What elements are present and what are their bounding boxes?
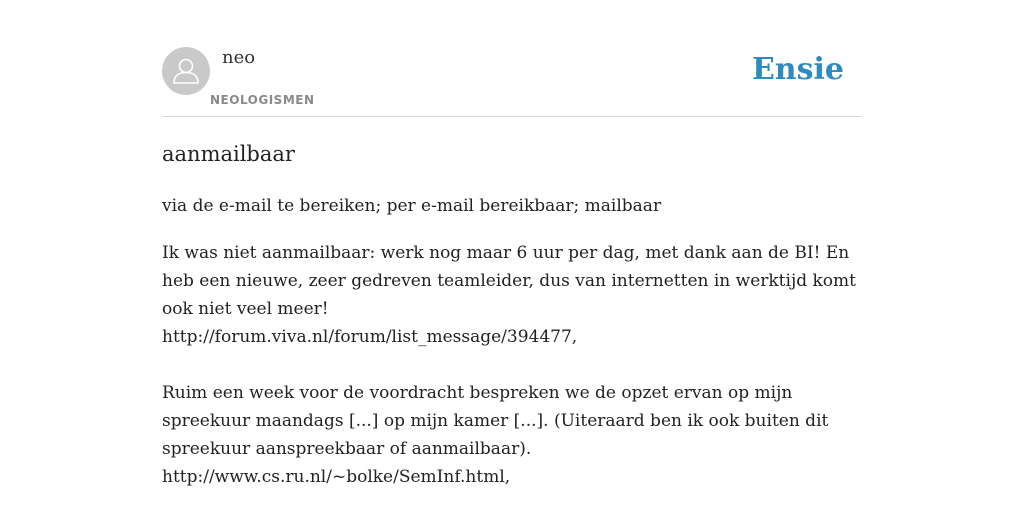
examples-list [162, 239, 862, 491]
example-text: Ik was niet aanmailbaar: werk nog maar 6 uur per dag, met dank aan de BI! En heb een nieuwe, zeer gedreven teamleider, dus van internetten in werktijd komt ook niet veel meer! [162, 243, 856, 319]
site-logo[interactable]: Ensie [751, 52, 844, 87]
example-source-link[interactable]: http://www.cs.ru.nl/~bolke/SemInf.html, [162, 467, 511, 487]
entry-word: aanmailbaar [162, 142, 295, 166]
example-item [162, 379, 862, 491]
user-icon [162, 47, 210, 95]
header [162, 46, 862, 117]
entry-definition: via de e-mail te bereiken; per e-mail bereikbaar; mailbaar [162, 196, 662, 216]
avatar[interactable] [162, 47, 210, 95]
example-item [162, 239, 862, 351]
example-text: Ruim een week voor de voordracht bespreken we de opzet ervan op mijn spreekuur maandags [...] op mijn kamer [...]. (Uiteraard ben ik ook buiten dit spreekuur aanspreekbaar of aanmailbaar). [162, 383, 829, 459]
username-link[interactable]: neo [222, 47, 256, 68]
example-source-link[interactable]: http://forum.viva.nl/forum/list_message/394477, [162, 327, 578, 347]
category-link[interactable]: NEOLOGISMEN [210, 93, 315, 107]
